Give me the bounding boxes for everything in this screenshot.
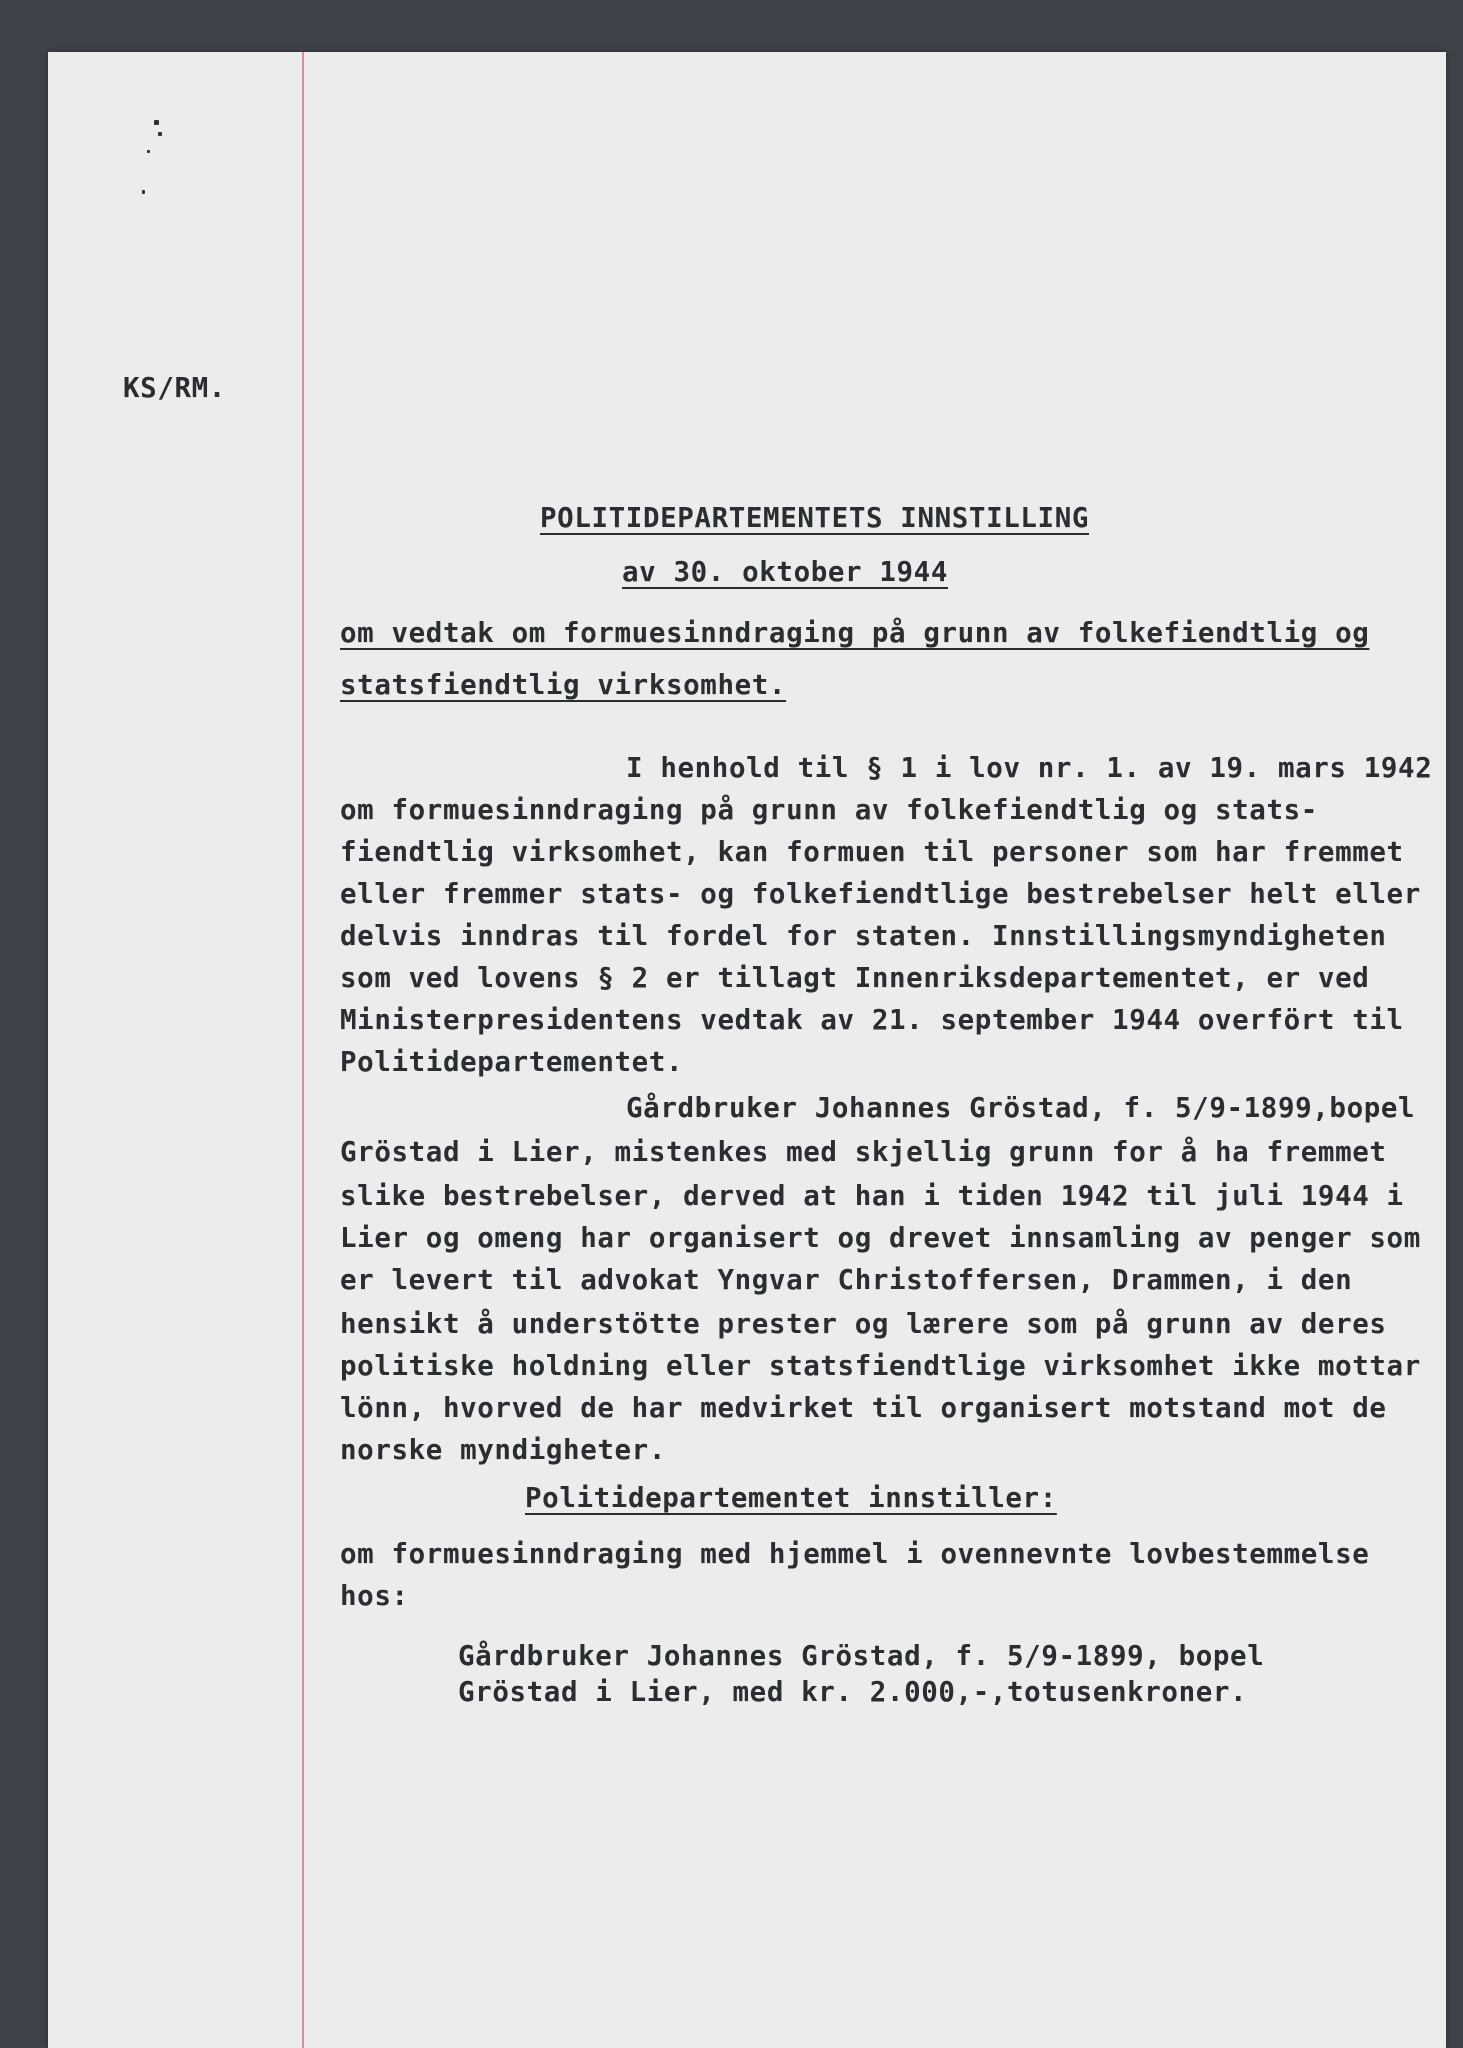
body-line: om formuesinndraging med hjemmel i ovennevnte lovbestemmelse bbox=[340, 1538, 1370, 1570]
body-line: Politidepartementet. bbox=[340, 1046, 684, 1078]
title-line-1: POLITIDEPARTEMENTETS INNSTILLING bbox=[540, 502, 1090, 534]
body-line: Ministerpresidentens vedtak av 21. september 1944 overfört til bbox=[340, 1004, 1404, 1036]
title-line-2: av 30. oktober 1944 bbox=[622, 556, 948, 588]
body-line: Gröstad i Lier, mistenkes med skjellig grunn for å ha fremmet bbox=[340, 1136, 1387, 1168]
body-line: Lier og omeng har organisert og drevet innsamling av penger som bbox=[340, 1222, 1421, 1254]
title-line-3: om vedtak om formuesinndraging på grunn av folkefiendtlig og bbox=[340, 617, 1370, 649]
decision-line: Gröstad i Lier, med kr. 2.000,-,totusenkroner. bbox=[458, 1676, 1248, 1708]
document-page bbox=[48, 52, 1446, 2048]
body-line: delvis inndras til fordel for staten. Innstillingsmyndigheten bbox=[340, 920, 1387, 952]
punch-mark bbox=[158, 132, 162, 136]
body-line: hensikt å understötte prester og lærere som på grunn av deres bbox=[340, 1308, 1387, 1340]
body-line: Gårdbruker Johannes Gröstad, f. 5/9-1899,bopel bbox=[626, 1092, 1416, 1124]
body-line: lönn, hvorved de har medvirket til organisert motstand mot de bbox=[340, 1392, 1387, 1424]
body-line: slike bestrebelser, derved at han i tiden 1942 til juli 1944 i bbox=[340, 1180, 1404, 1212]
body-line: I henhold til § 1 i lov nr. 1. av 19. mars 1942 bbox=[626, 752, 1433, 784]
body-line: hos: bbox=[340, 1580, 409, 1612]
punch-mark bbox=[154, 120, 159, 125]
punch-mark bbox=[142, 190, 145, 194]
body-line: eller fremmer stats- og folkefiendtlige bestrebelser helt eller bbox=[340, 878, 1421, 910]
initials: KS/RM. bbox=[123, 372, 226, 404]
body-line: er levert til advokat Yngvar Christoffersen, Drammen, i den bbox=[340, 1264, 1353, 1296]
body-line: politiske holdning eller statsfiendtlige virksomhet ikke mottar bbox=[340, 1350, 1421, 1382]
margin-rule bbox=[302, 52, 304, 2048]
body-line: norske myndigheter. bbox=[340, 1434, 666, 1466]
punch-mark bbox=[147, 150, 150, 153]
body-line: om formuesinndraging på grunn av folkefiendtlig og stats- bbox=[340, 794, 1318, 826]
subheading: Politidepartementet innstiller: bbox=[525, 1482, 1057, 1514]
body-line: fiendtlig virksomhet, kan formuen til personer som har fremmet bbox=[340, 836, 1404, 868]
decision-line: Gårdbruker Johannes Gröstad, f. 5/9-1899, bopel bbox=[458, 1640, 1265, 1672]
body-line: som ved lovens § 2 er tillagt Innenriksdepartementet, er ved bbox=[340, 962, 1370, 994]
title-line-4: statsfiendtlig virksomhet. bbox=[340, 669, 787, 701]
